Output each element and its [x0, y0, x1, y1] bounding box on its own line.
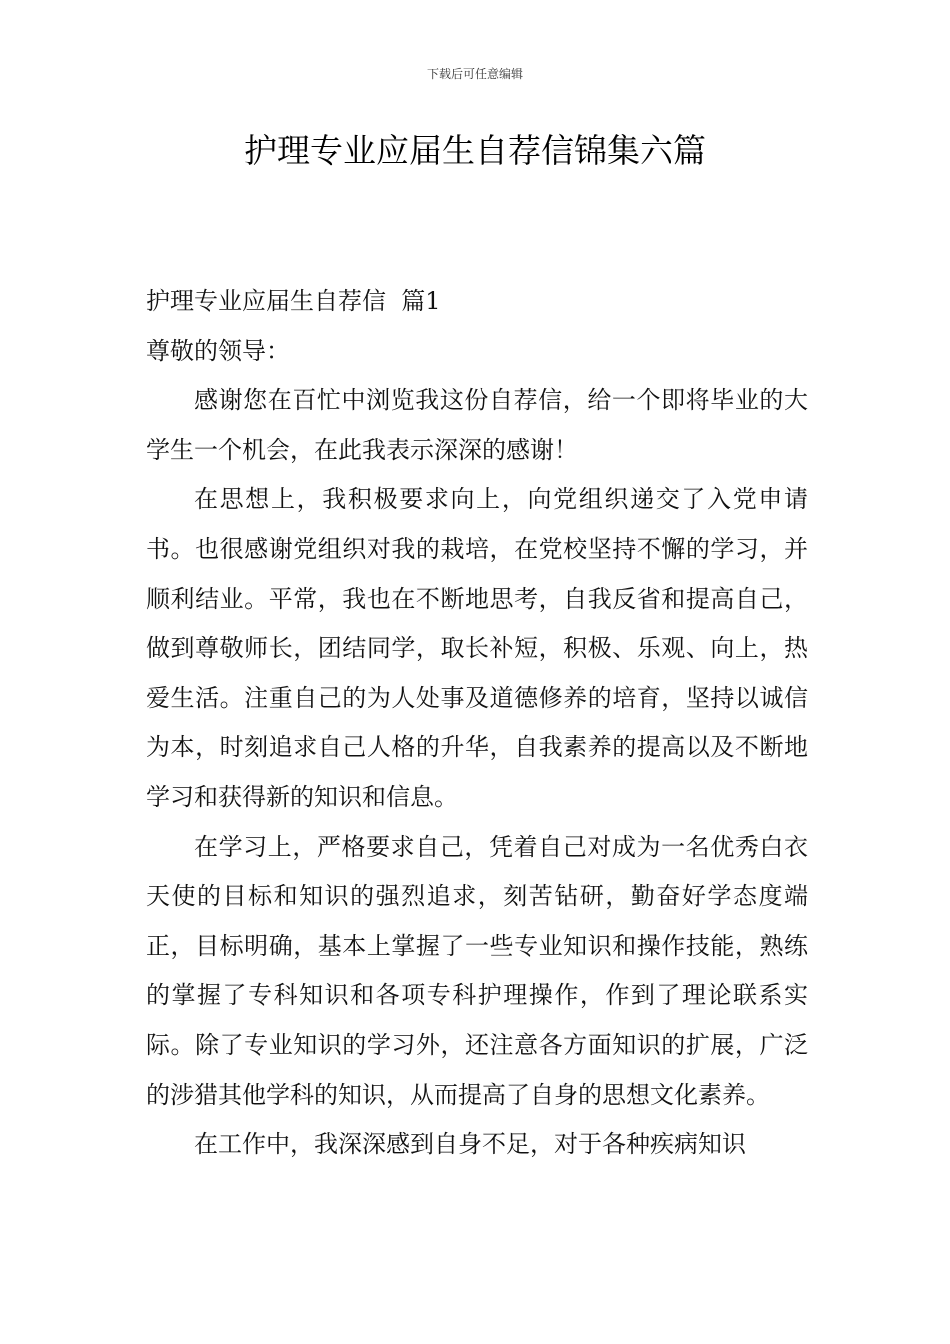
section-heading: 护理专业应届生自荐信 篇1 [146, 287, 441, 315]
salutation: 尊敬的领导： [146, 336, 290, 365]
header-note: 下载后可任意编辑 [426, 67, 523, 81]
letter-body [146, 277, 808, 1170]
paragraph: 感谢您在百忙中浏览我这份自荐信，给一个即将毕业的大学生一个机会，在此我表示深深的感谢！ [146, 386, 808, 464]
paragraph: 在学习上，严格要求自己，凭着自己对成为一名优秀白衣天使的目标和知识的强烈追求，刻苦钻研，勤奋好学态度端正，目标明确，基本上掌握了一些专业知识和操作技能，熟练的掌握了专科知识和各项专科护理操作，作到了理论联系实际。除了专业知识的学习外，还注意各方面知识的扩展，广泛的涉猎其他学科的知识，从而提高了自身的思想文化素养。 [146, 832, 808, 1109]
paragraph: 在思想上，我积极要求向上，向党组织递交了入党申请书。也很感谢党组织对我的栽培，在党校坚持不懈的学习，并顺利结业。平常，我也在不断地思考，自我反省和提高自己，做到尊敬师长，团结同学，取长补短，积极、乐观、向上，热爱生活。注重自己的为人处事及道德修养的培育，坚持以诚信为本，时刻追求自己人格的升华，自我素养的提高以及不断地学习和获得新的知识和信息。 [146, 485, 808, 811]
paragraph: 在工作中，我深深感到自身不足，对于各种疾病知识 [194, 1130, 746, 1159]
document-title: 护理专业应届生自荐信锦集六篇 [244, 131, 706, 170]
